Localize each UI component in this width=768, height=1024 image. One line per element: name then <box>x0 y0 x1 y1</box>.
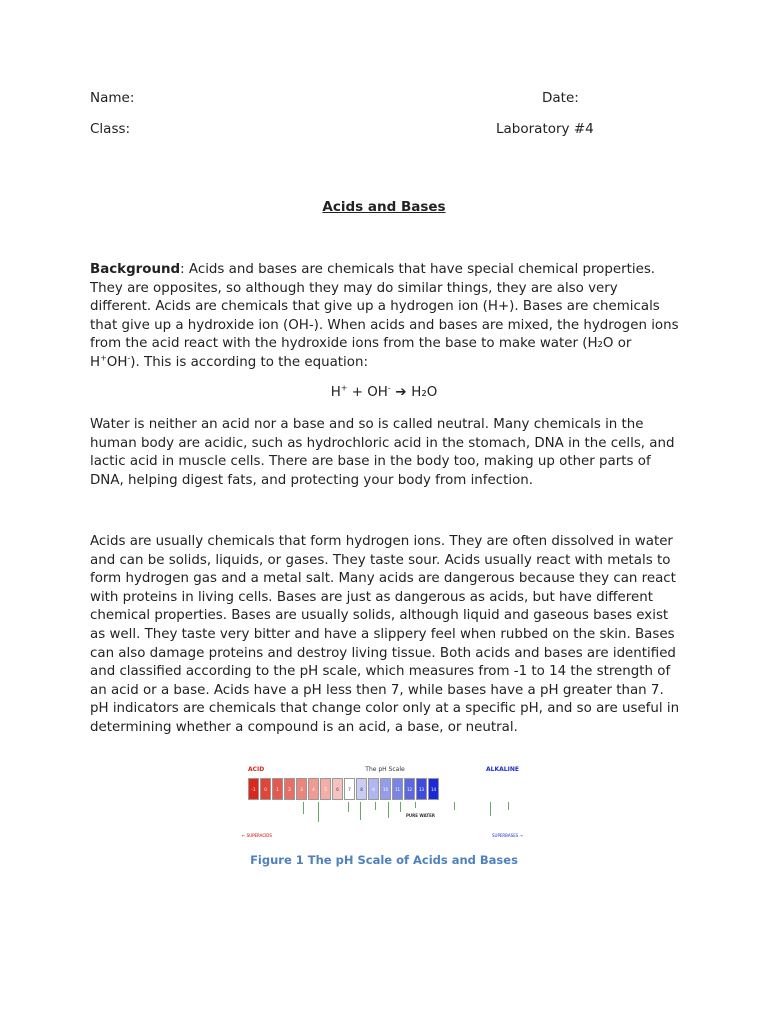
eq-product: H₂O <box>411 385 438 400</box>
water-formula: H₂O <box>587 336 614 352</box>
indicator-ticks <box>240 802 530 830</box>
background-text-end: ). This is according to the equation: <box>130 354 368 370</box>
background-text: : Acids and bases are chemicals that have special chemical properties. They are opposites, so although they may do similar things, they are also very different. Acids are chemicals that give up a hydrogen ion (H+). Bases are chemicals that give up a hydroxide ion (OH-). When acids and bases are mixed, the hydrogen ions from the acid react with the hydroxide ions from the base to make water ( <box>90 262 679 352</box>
tick-mark <box>388 802 389 818</box>
tick-mark <box>508 802 509 810</box>
eq-h: H <box>330 385 341 400</box>
ph-box-6: 6 <box>332 778 343 800</box>
alkaline-label: ALKALINE <box>486 766 519 773</box>
equation <box>0 385 768 400</box>
arrow-icon: ➔ <box>390 385 412 400</box>
document-title: Acids and Bases <box>322 199 446 215</box>
eq-oh-charge: - <box>387 383 391 393</box>
ph-box-4: 4 <box>308 778 319 800</box>
oh-charge: - <box>127 353 131 363</box>
ph-box-9: 9 <box>368 778 379 800</box>
ph-box-2: 2 <box>284 778 295 800</box>
pure-water-label: PURE WATER <box>406 813 435 818</box>
or-text: or <box>613 336 632 352</box>
lab-label: Laboratory #4 <box>496 121 594 137</box>
eq-oh: + OH <box>347 385 388 400</box>
class-label: Class: <box>90 121 131 137</box>
water-formula-h: H <box>90 354 101 370</box>
paragraph-acids-bases: Acids are usually chemicals that form hydrogen ions. They are often dissolved in water and can be solids, liquids, or gases. They taste sour. Acids usually react with metals to form hydrogen gas and a metal salt. Many acids are dangerous because they can react with proteins in living cells. Bases are just as dangerous as acids, but have different chemical properties. Bases are usually solids, although liquid and gaseous bases exist as well. They taste very bitter and have a slippery feel when rubbed on the skin. Bases can also damage proteins and destroy living tissue. Both acids and bases are identified and classified according to the pH scale, which measures from -1 to 14 the strength of an acid or a base. Acids have a pH less then 7, while bases have a pH greater than 7. pH indicators are chemicals that change color only at a specific pH, and so are useful in determining whether a compound is an acid, a base, or neutral. <box>90 534 680 735</box>
ph-boxes <box>248 778 439 800</box>
ph-box-14: 14 <box>428 778 439 800</box>
water-formula-oh: OH <box>106 354 128 370</box>
paragraph-neutral: Water is neither an acid nor a base and so is called neutral. Many chemicals in the human body are acidic, such as hydrochloric acid in the stomach, DNA in the cells, and lactic acid in muscle cells. There are base in the body too, making up other parts of DNA, helping digest fats, and protecting your body from infection. <box>90 417 675 488</box>
tick-mark <box>375 802 376 810</box>
background-paragraph <box>90 261 680 373</box>
tick-mark <box>318 802 319 822</box>
ph-box-0: 0 <box>260 778 271 800</box>
h-charge: + <box>100 353 107 363</box>
tick-mark <box>303 802 304 814</box>
tick-mark <box>360 802 361 820</box>
ph-box--1: -1 <box>248 778 259 800</box>
ph-box-7: 7 <box>344 778 355 800</box>
tick-mark <box>454 802 455 810</box>
superbases-label: SUPERBASES → <box>492 833 523 838</box>
tick-mark <box>415 802 416 808</box>
figure-caption: Figure 1 The pH Scale of Acids and Bases <box>250 853 518 867</box>
background-heading: Background <box>90 262 181 277</box>
tick-mark <box>400 802 401 812</box>
tick-mark <box>348 802 349 812</box>
ph-box-5: 5 <box>320 778 331 800</box>
ph-box-11: 11 <box>392 778 403 800</box>
superacids-label: ← SUPERACIDS <box>242 833 272 838</box>
eq-h-charge: + <box>340 383 348 393</box>
tick-mark <box>490 802 491 816</box>
ph-scale-title: The pH Scale <box>365 766 405 773</box>
ph-box-8: 8 <box>356 778 367 800</box>
acid-label: ACID <box>248 766 265 773</box>
ph-box-1: 1 <box>272 778 283 800</box>
ph-box-12: 12 <box>404 778 415 800</box>
date-label: Date: <box>542 90 579 106</box>
ph-box-10: 10 <box>380 778 391 800</box>
ph-scale-figure <box>240 766 530 844</box>
ph-box-3: 3 <box>296 778 307 800</box>
name-label: Name: <box>90 90 135 106</box>
ph-box-13: 13 <box>416 778 427 800</box>
